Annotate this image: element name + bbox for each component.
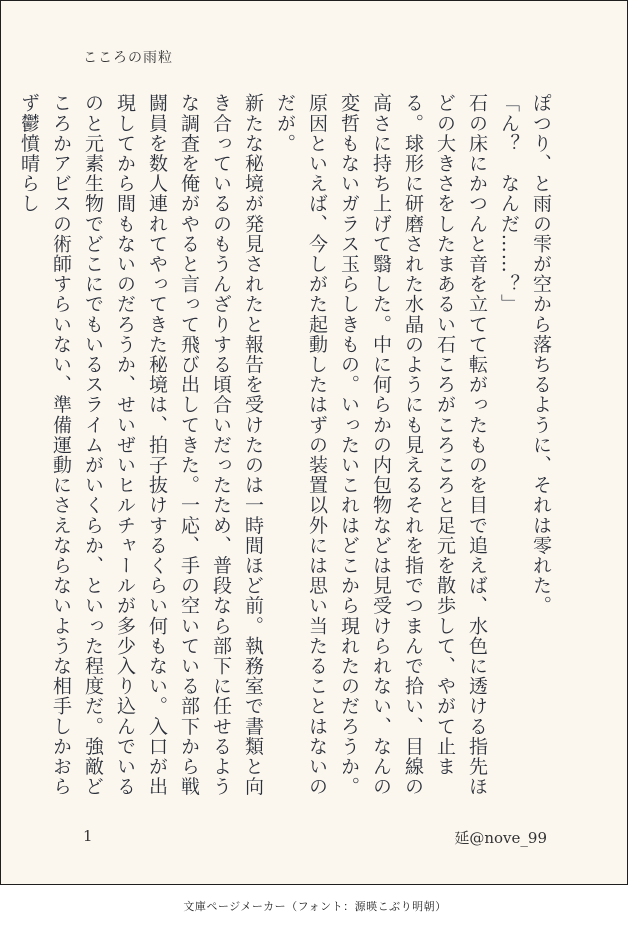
paragraph-4: 新たな秘境が発見されたと報告を受けたのは一時間ほど前。執務室で書類と向き合っているのもうんざりする頃合いだったため、普段なら部下に任せるような調査を俺がやると言って飛び出してきた。一応、手の空いている部下から戦闘員を数人連れてやってきた秘境は、拍子抜けするくらい何もない。入口が出現してから間もないのだろうか、せいぜいヒルチャールが多少入り込んでいるのと元素生物でどこにでもいるスライムがいくらか、といった程度だ。強敵どころかアビスの術師すらいない、準備運動にさえならないような相手しかおらず鬱憤晴らし <box>18 93 264 797</box>
page-number: 1 <box>83 827 93 845</box>
author-handle: 延@nove_99 <box>454 829 547 847</box>
paragraph-3: 石の床にかつんと音を立てて転がったものを目で追えば、水色に透ける指先ほどの大きさをしたまあるい石ころがころころと足元を散歩して、やがて止まる。球形に研磨された水晶のようにも見えるそれを指でつまんで拾い、目線の高さに持ち上げて翳した。中に何らかの内包物などは見受けられない、なんの変哲もないガラス玉らしきもの。いったいこれはどこから現れたのだろうか。原因といえば、今しがた起動したはずの装置以外には思い当たることはないのだが。 <box>274 93 488 797</box>
footer-credit: 文庫ページメーカー（フォント：源暎こぶり明朝） <box>183 900 447 913</box>
vertical-body-text <box>18 93 557 801</box>
book-title: こころの雨粒 <box>83 50 173 66</box>
paragraph-1: ぽつり、と雨の雫が空から落ちるように、それは零れた。 <box>530 93 552 616</box>
paragraph-2: 「ん？ なんだ……？」 <box>498 93 520 315</box>
